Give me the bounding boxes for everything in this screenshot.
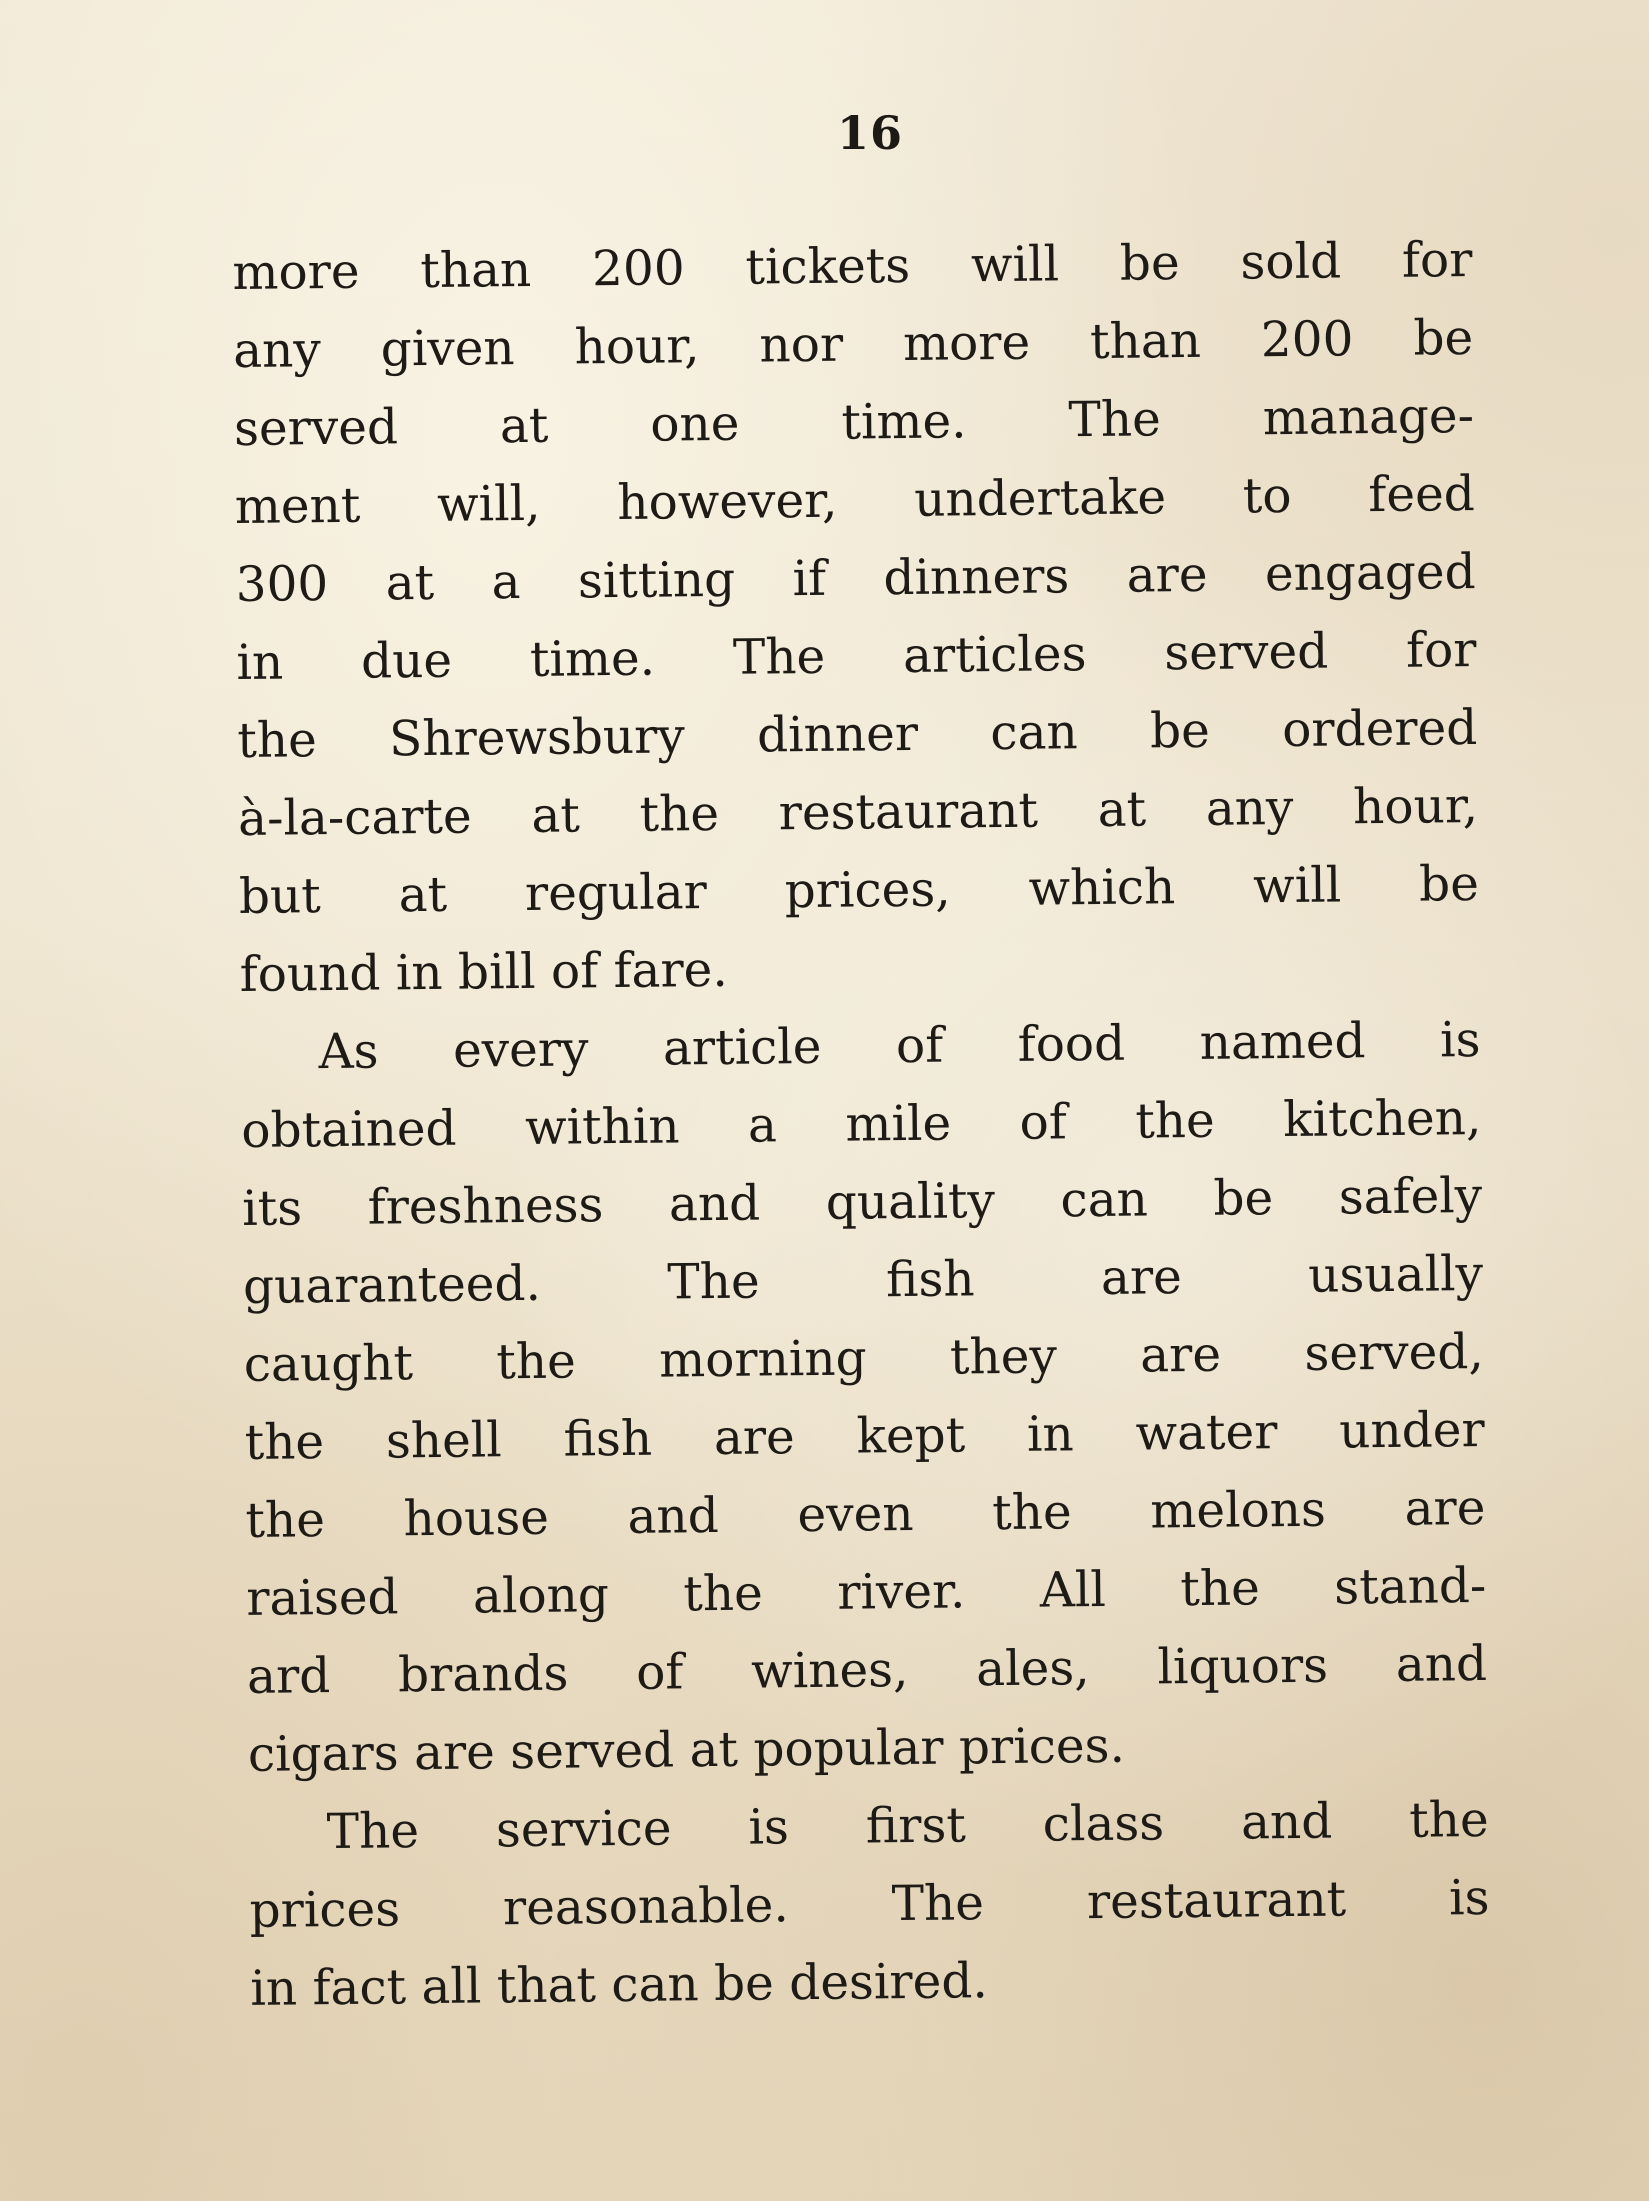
- text-line: The service is first class and the: [326, 1791, 1489, 1861]
- text-line: but at regular prices, which will be: [238, 855, 1480, 925]
- text-line: in due time. The articles served for: [236, 621, 1477, 691]
- text-line: served at one time. The manage-: [233, 388, 1475, 457]
- text-line: cigars are served at popular prices.: [247, 1717, 1126, 1783]
- text-line: found in bill of fare.: [239, 941, 729, 1003]
- text-line: the shell fish are kept in water under: [244, 1401, 1485, 1471]
- text-line: ard brands of wines, ales, liquors and: [246, 1635, 1488, 1705]
- text-line: prices reasonable. The restaurant is: [249, 1869, 1490, 1939]
- text-line: à-la-carte at the restaurant at any hour,: [237, 777, 1479, 847]
- page-number: 16: [836, 106, 903, 160]
- text-line: in fact all that can be desired.: [250, 1953, 989, 2017]
- text-line: the Shrewsbury dinner can be ordered: [237, 699, 1478, 769]
- text-line: caught the morning they are served,: [243, 1323, 1485, 1393]
- text-line: ment will, however, undertake to feed: [234, 466, 1476, 535]
- text-line: guaranteed. The fish are usually: [242, 1245, 1484, 1315]
- text-line: 300 at a sitting if dinners are engaged: [235, 543, 1476, 613]
- text-line: obtained within a mile of the kitchen,: [241, 1089, 1482, 1159]
- body-text: [232, 221, 1491, 2028]
- text-line: raised along the river. All the stand-: [246, 1557, 1487, 1627]
- text-line: its freshness and quality can be safely: [241, 1167, 1483, 1237]
- text-line: the house and even the melons are: [245, 1479, 1486, 1549]
- text-line: As every article of food named is: [318, 1011, 1481, 1081]
- text-line: more than 200 tickets will be sold for: [232, 232, 1473, 301]
- text-line: any given hour, nor more than 200 be: [232, 310, 1474, 379]
